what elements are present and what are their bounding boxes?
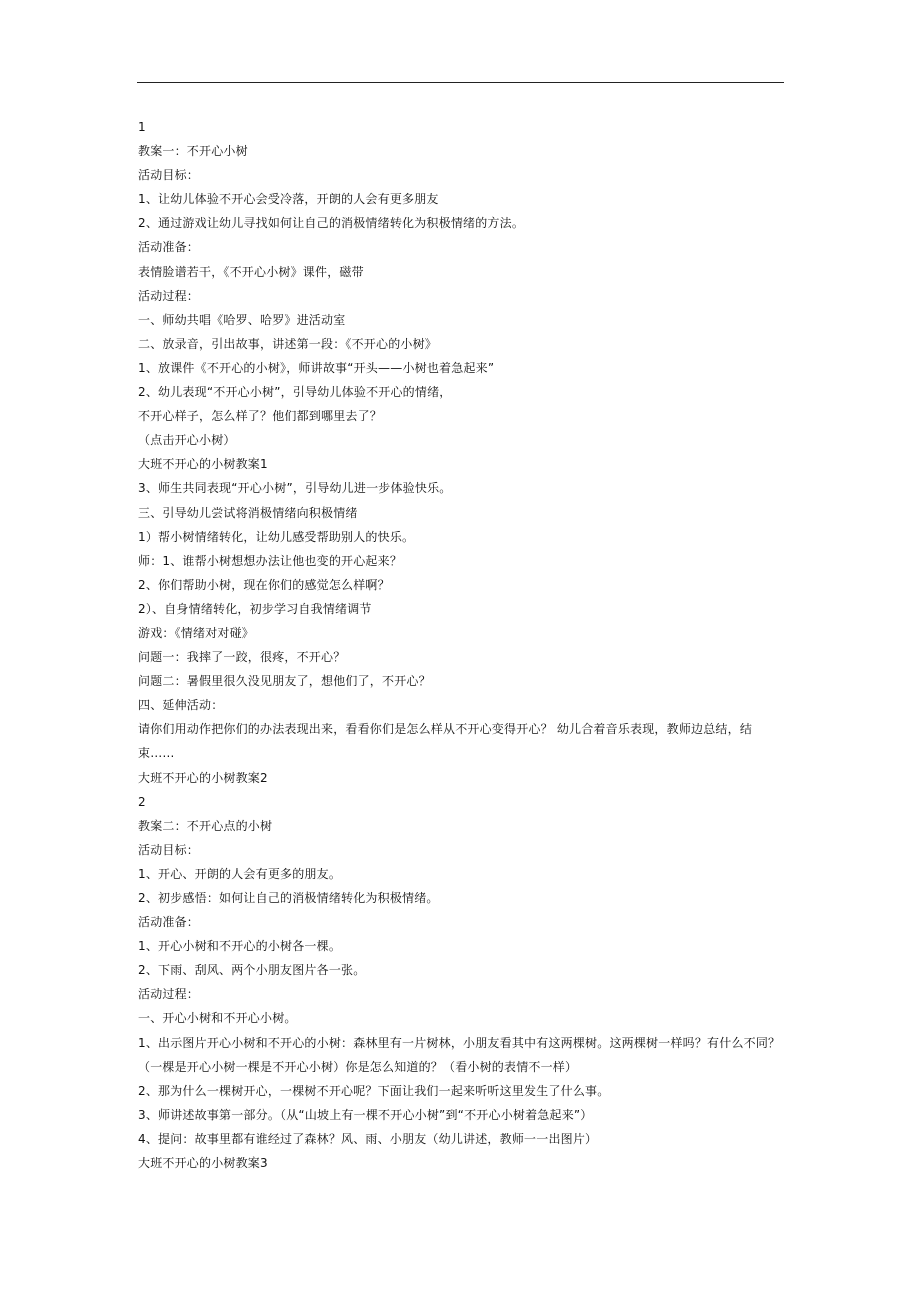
section-number: 1 (138, 120, 146, 134)
section-heading: 活动过程： (138, 288, 200, 303)
section-number: 2 (138, 794, 146, 809)
text-line: 游戏：《情绪对对碰》 (138, 625, 255, 640)
text-line: 2、你们帮助小树，现在你们的感觉怎么样啊？ (138, 577, 390, 592)
section-heading: 活动准备： (138, 240, 200, 255)
text-line: 二、放录音，引出故事，讲述第一段：《不开心的小树》 (138, 336, 438, 351)
header-rule (137, 82, 784, 83)
document-body (138, 115, 798, 1175)
section-heading: 活动目标： (138, 842, 200, 857)
text-line: 1、开心小树和不开心的小树各一棵。 (138, 939, 342, 954)
text-line: 表情脸谱若干，《不开心小树》课件，磁带 (138, 264, 364, 279)
section-heading: 活动目标： (138, 168, 200, 183)
section-heading: 四、延伸活动： (138, 698, 224, 713)
lesson-title: 教案二：不开心点的小树 (138, 818, 273, 833)
text-line: 1、放课件《不开心的小树》，师讲故事“开头——小树也着急起来” (138, 360, 495, 375)
text-line: 1）帮小树情绪转化，让幼儿感受帮助别人的快乐。 (138, 529, 415, 544)
text-line: 一、师幼共唱《哈罗、哈罗》进活动室 (138, 312, 346, 327)
text-line: 2、初步感悟：如何让自己的消极情绪转化为积极情绪。 (138, 891, 439, 905)
lesson-caption: 大班不开心的小树教案1 (138, 457, 268, 472)
text-line: 不开心样子，怎么样了？他们都到哪里去了？ (138, 409, 383, 424)
text-line: 1、让幼儿体验不开心会受冷落，开朗的人会有更多朋友 (138, 192, 439, 207)
text-line: 2、那为什么一棵树开心，一棵树不开心呢？下面让我们一起来听听这里发生了什么事。 (138, 1083, 610, 1098)
text-line: 1、出示图片开心小树和不开心的小树：森林里有一片树林，小朋友看其中有这两棵树。这两棵树一样吗？有什么不同？ (138, 1035, 781, 1050)
lesson-caption: 大班不开心的小树教案2 (138, 770, 268, 785)
text-line: 问题一：我摔了一跤，很疼，不开心？ (138, 650, 346, 665)
text-line: 师：1、谁帮小树想想办法让他也变的开心起来？ (138, 553, 403, 568)
text-line: 3、师讲述故事第一部分。（从“山坡上有一棵不开心小树”到“不开心小树着急起来”） (138, 1107, 593, 1122)
text-line: （一棵是开心小树一棵是不开心小树）你是怎么知道的？（看小树的表情不一样） (138, 1059, 578, 1074)
text-line: 请你们用动作把你们的办法表现出来，看看你们是怎么样从不开心变得开心？ 幼儿合着音乐表现，教师边总结，结 (138, 722, 753, 737)
text-line: 4、提问：故事里都有谁经过了森林？风、雨、小朋友（幼儿讲述，教师一一出图片） (138, 1131, 598, 1146)
text-line: （点击开心小树） (138, 433, 236, 448)
section-heading: 活动过程： (138, 987, 200, 1002)
text-line: 束…… (138, 746, 175, 761)
text-line: 三、引导幼儿尝试将消极情绪向积极情绪 (138, 505, 358, 520)
text-line: 2、幼儿表现“不开心小树”，引导幼儿体验不开心的情绪， (138, 385, 452, 400)
text-line: 1、开心、开朗的人会有更多的朋友。 (138, 866, 342, 881)
lesson-title: 教案一：不开心小树 (138, 144, 248, 159)
text-line: 2、下雨、刮风、两个小朋友图片各一张。 (138, 963, 366, 978)
section-heading: 活动准备： (138, 915, 200, 930)
text-line: 2、通过游戏让幼儿寻找如何让自己的消极情绪转化为积极情绪的方法。 (138, 216, 525, 231)
text-line: 2）、自身情绪转化，初步学习自我情绪调节 (138, 601, 372, 616)
lesson-caption: 大班不开心的小树教案3 (138, 1156, 268, 1171)
text-line: 一、开心小树和不开心小树。 (138, 1011, 297, 1026)
text-line: 问题二：暑假里很久没见朋友了，想他们了，不开心？ (138, 674, 431, 689)
text-line: 3、师生共同表现“开心小树”，引导幼儿进一步体验快乐。 (138, 481, 452, 496)
